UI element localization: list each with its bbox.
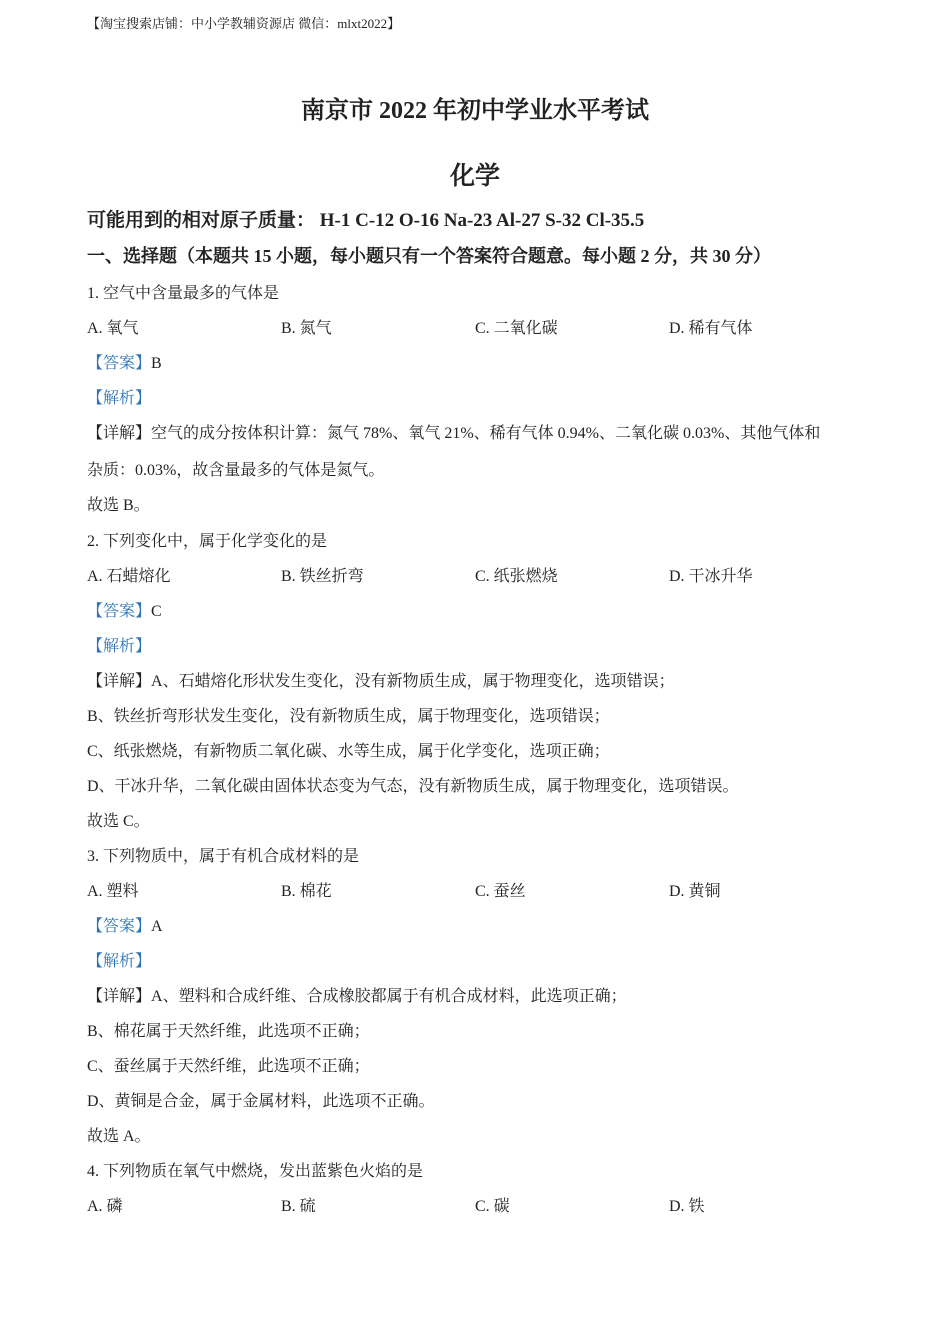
q2-detail-b: B、铁丝折弯形状发生变化，没有新物质生成，属于物理变化，选项错误； bbox=[87, 708, 610, 725]
q2-option-a: A. 石蜡熔化 bbox=[87, 568, 171, 585]
page-title: 南京市 2022 年初中学业水平考试 bbox=[301, 98, 649, 124]
q1-detail-2: 杂质：0.03%，故含量最多的气体是氮气。 bbox=[87, 462, 385, 479]
answer-label: 【答案】 bbox=[87, 603, 152, 620]
detail-label: 【详解】 bbox=[87, 673, 152, 690]
q3-conclusion: 故选 A。 bbox=[87, 1128, 151, 1145]
q2-detail-a bbox=[87, 672, 675, 692]
q3-detail-b: B、棉花属于天然纤维，此选项不正确； bbox=[87, 1023, 370, 1040]
q3-answer bbox=[87, 917, 163, 937]
answer-label: 【答案】 bbox=[87, 355, 152, 372]
q2-answer-value: C bbox=[151, 603, 162, 620]
q2-option-b: B. 铁丝折弯 bbox=[281, 568, 364, 585]
q3-answer-value: A bbox=[151, 918, 163, 935]
q2-conclusion: 故选 C。 bbox=[87, 813, 150, 830]
q1-option-c: C. 二氧化碳 bbox=[475, 320, 558, 337]
q3-option-d: D. 黄铜 bbox=[669, 883, 721, 900]
q3-detail-a-text: A、塑料和合成纤维、合成橡胶都属于有机合成材料，此选项正确； bbox=[151, 988, 627, 1005]
q2-option-d: D. 干冰升华 bbox=[669, 568, 753, 585]
q3-option-c: C. 蚕丝 bbox=[475, 883, 526, 900]
q2-analysis-label: 【解析】 bbox=[87, 638, 152, 655]
q1-option-d: D. 稀有气体 bbox=[669, 320, 753, 337]
q1-option-b: B. 氮气 bbox=[281, 320, 332, 337]
q2-detail-a-text: A、石蜡熔化形状发生变化，没有新物质生成，属于物理变化，选项错误； bbox=[151, 673, 675, 690]
q3-option-a: A. 塑料 bbox=[87, 883, 139, 900]
q1-options bbox=[87, 319, 887, 339]
q2-detail-c: C、纸张燃烧，有新物质二氧化碳、水等生成，属于化学变化，选项正确； bbox=[87, 743, 610, 760]
q4-option-c: C. 碳 bbox=[475, 1198, 510, 1215]
q3-options bbox=[87, 882, 887, 902]
q3-detail-c: C、蚕丝属于天然纤维，此选项不正确； bbox=[87, 1058, 370, 1075]
q3-detail-a bbox=[87, 987, 627, 1007]
q1-option-a: A. 氧气 bbox=[87, 320, 139, 337]
q3-analysis-label: 【解析】 bbox=[87, 953, 152, 970]
q2-option-c: C. 纸张燃烧 bbox=[475, 568, 558, 585]
q3-option-b: B. 棉花 bbox=[281, 883, 332, 900]
q4-stem: 4. 下列物质在氧气中燃烧，发出蓝紫色火焰的是 bbox=[87, 1163, 424, 1180]
detail-label: 【详解】 bbox=[87, 988, 152, 1005]
q1-stem: 1. 空气中含量最多的气体是 bbox=[87, 285, 280, 302]
q1-detail-text: 空气的成分按体积计算：氮气 78%、氧气 21%、稀有气体 0.94%、二氧化碳 0.03%、其他气体和 bbox=[151, 425, 821, 442]
q2-detail-d: D、干冰升华，二氧化碳由固体状态变为气态，没有新物质生成，属于物理变化，选项错误。 bbox=[87, 778, 739, 795]
q1-answer-value: B bbox=[151, 355, 162, 372]
subject-title: 化学 bbox=[449, 163, 500, 190]
q4-option-a: A. 磷 bbox=[87, 1198, 123, 1215]
q1-detail-1 bbox=[87, 424, 820, 444]
q4-options bbox=[87, 1197, 887, 1217]
q2-answer bbox=[87, 602, 162, 622]
q2-options bbox=[87, 567, 887, 587]
q2-stem: 2. 下列变化中，属于化学变化的是 bbox=[87, 533, 328, 550]
answer-label: 【答案】 bbox=[87, 918, 152, 935]
q1-answer bbox=[87, 354, 162, 374]
q4-option-d: D. 铁 bbox=[669, 1198, 705, 1215]
q3-detail-d: D、黄铜是合金，属于金属材料，此选项不正确。 bbox=[87, 1093, 435, 1110]
detail-label: 【详解】 bbox=[87, 425, 152, 442]
q3-stem: 3. 下列物质中，属于有机合成材料的是 bbox=[87, 848, 360, 865]
section-heading: 一、选择题（本题共 15 小题，每小题只有一个答案符合题意。每小题 2 分，共 30 分） bbox=[87, 246, 771, 266]
atomic-masses: 可能用到的相对原子质量： H-1 C-12 O-16 Na-23 Al-27 S-32 Cl-35.5 bbox=[87, 210, 645, 231]
q1-conclusion: 故选 B。 bbox=[87, 497, 150, 514]
q4-option-b: B. 硫 bbox=[281, 1198, 316, 1215]
q1-analysis-label: 【解析】 bbox=[87, 390, 152, 407]
page-header: 【淘宝搜索店铺：中小学教辅资源店 微信：mlxt2022】 bbox=[87, 16, 401, 31]
